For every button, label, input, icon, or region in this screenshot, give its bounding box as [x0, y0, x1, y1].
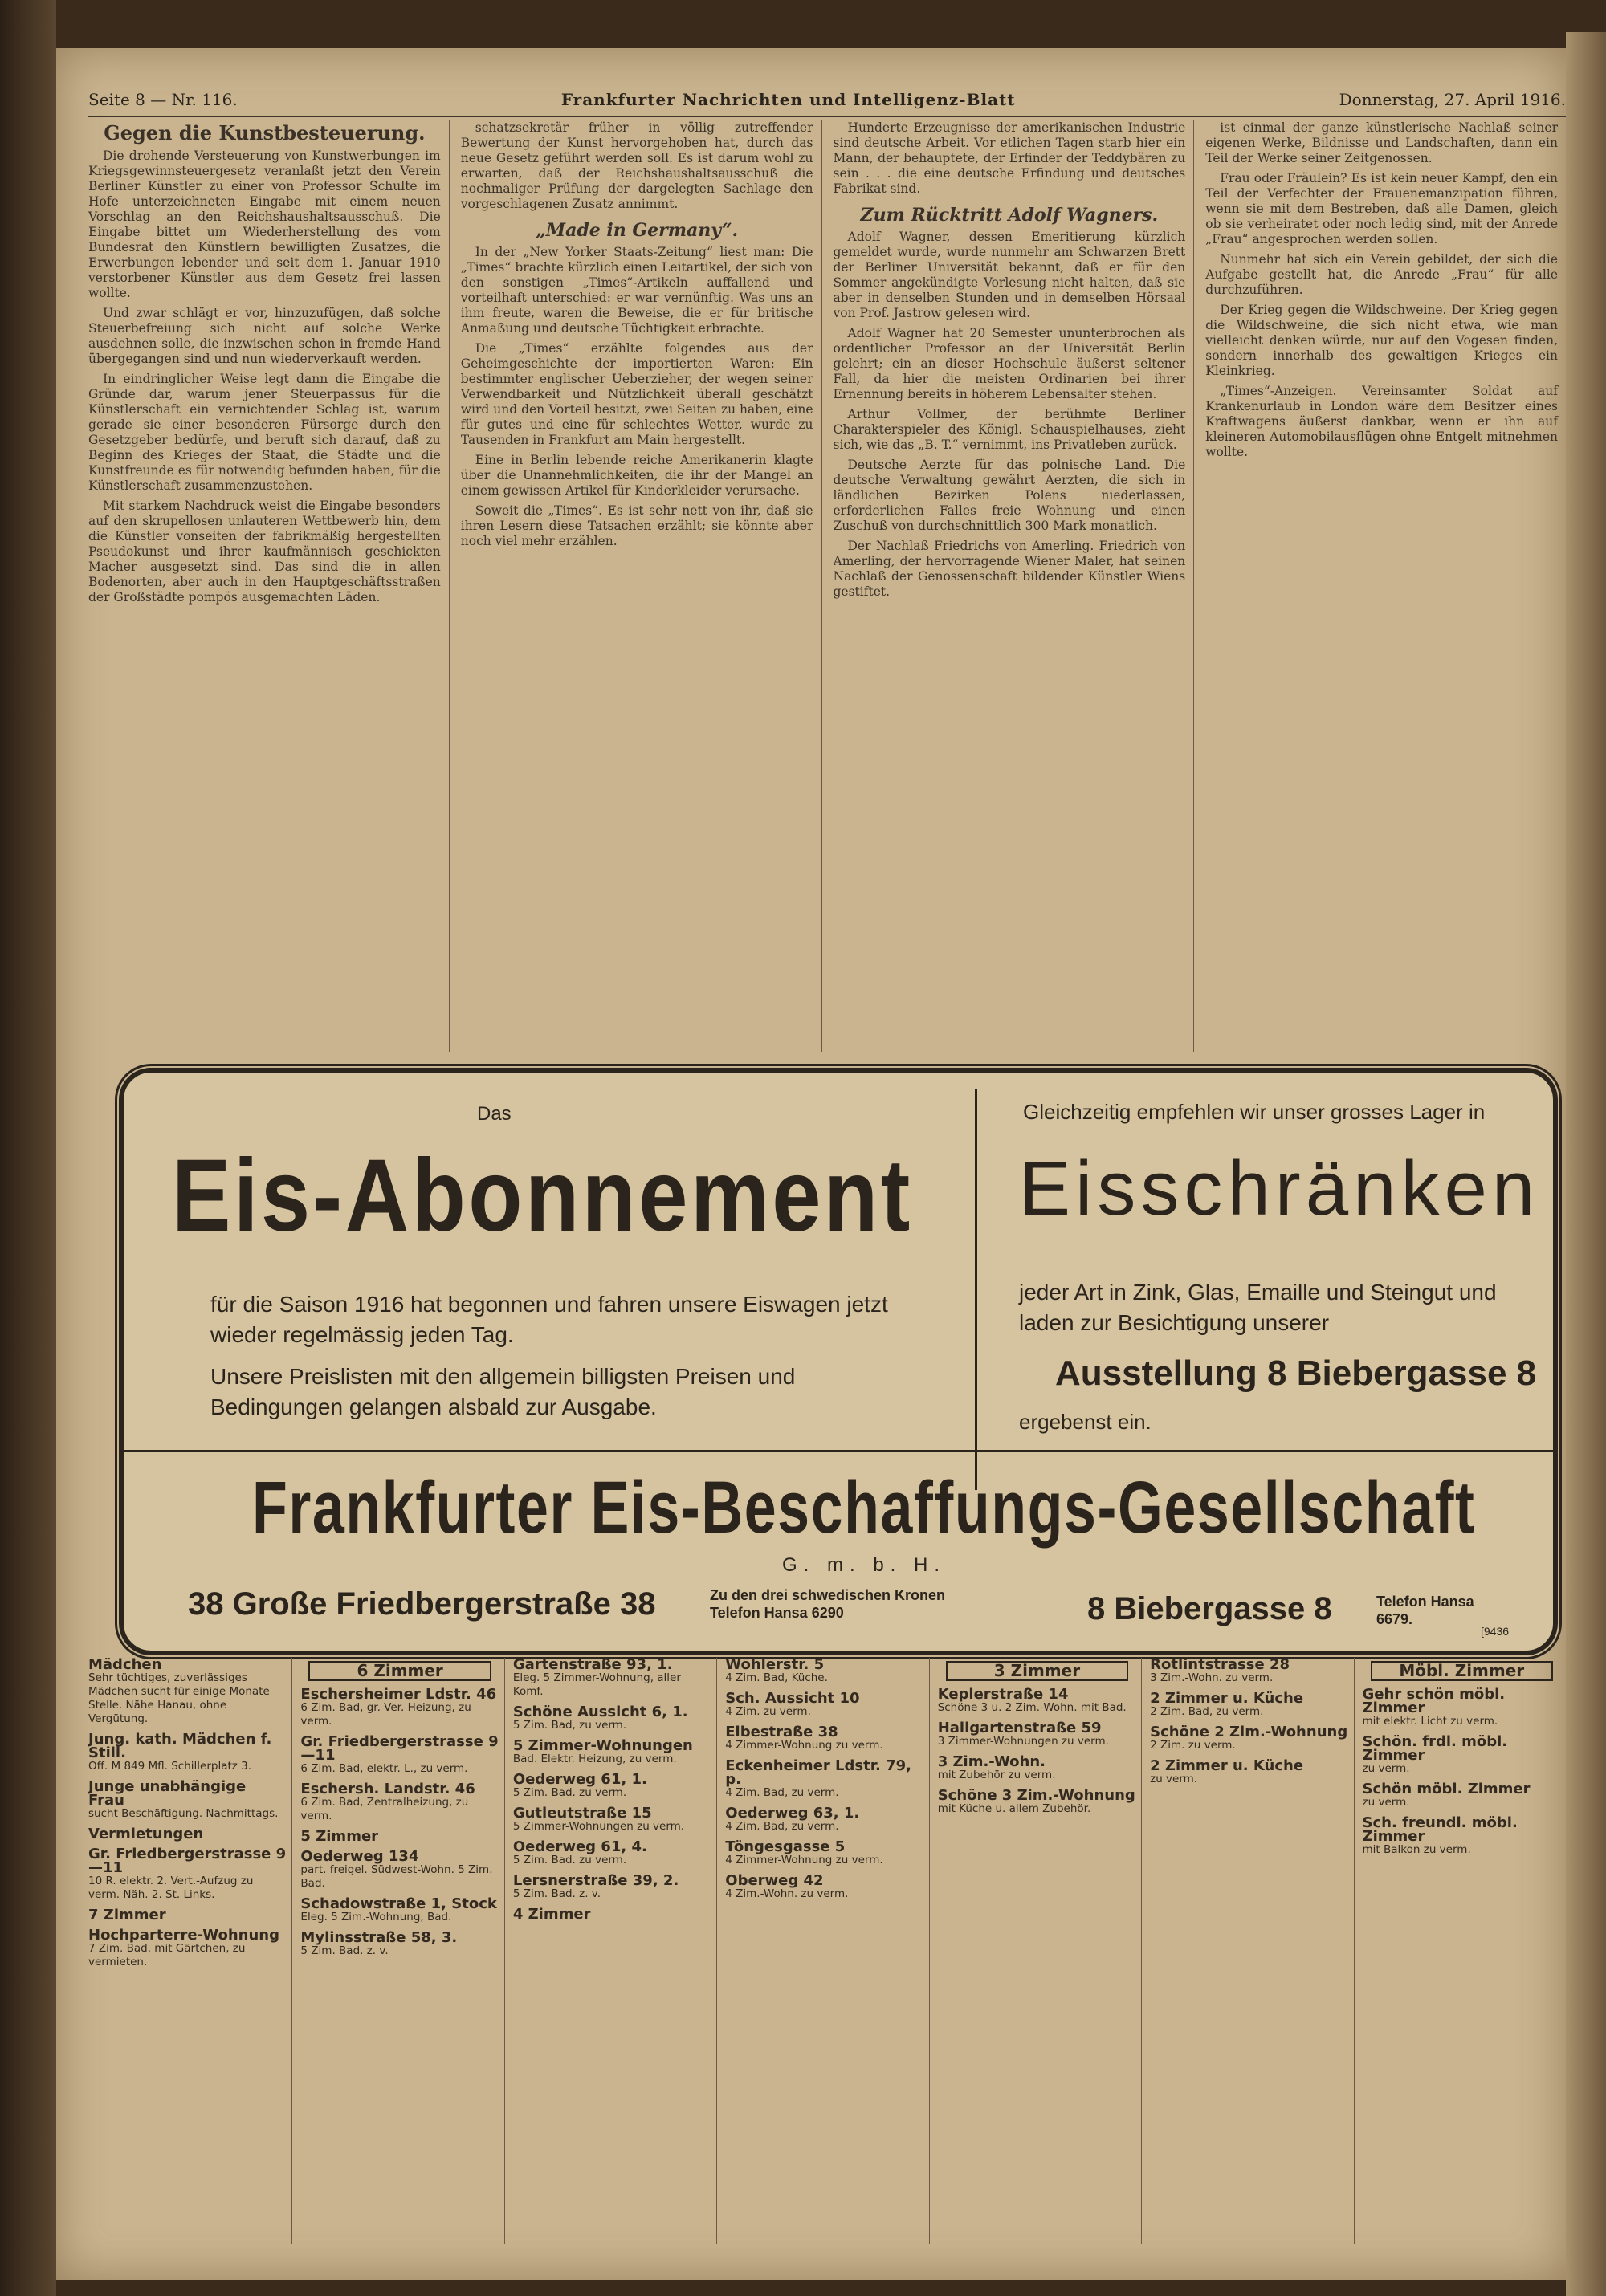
article-paragraph: ist einmal der ganze künstlerische Nachlaß seiner eigenen Werke, Bildnisse und Landschaften, dann ein Teil der Werke seiner Zeitgenossen.	[1205, 120, 1558, 165]
classified-ad-text: 7 Zim. Bad. mit Gärtchen, zu vermieten.	[88, 1942, 246, 1968]
classified-column	[300, 1658, 504, 2244]
classified-ad	[300, 1931, 499, 1958]
classified-ad-title: Oederweg 134	[300, 1848, 419, 1865]
classified-ad-text: 5 Zim. Bad. zu verm.	[512, 1786, 627, 1799]
classified-ad-title: 2 Zimmer u. Küche	[1150, 1690, 1304, 1707]
article-paragraph: Nunmehr hat sich ein Verein gebildet, der sich die Aufgabe gestellt hat, die Anrede „Frau“ für alle durchzuführen.	[1205, 252, 1558, 297]
classified-ad	[300, 1687, 499, 1728]
article-column-3	[834, 120, 1195, 1052]
article-paragraph: Soweit die „Times“. Es ist sehr nett von ihr, daß sie ihren Lesern diese Tatsachen erzählt; sie könnte aber noch viel mehr erzählen.	[460, 503, 813, 548]
classified-ad-text: 5 Zimmer-Wohnungen zu verm.	[512, 1820, 685, 1833]
classified-ad	[513, 1907, 711, 1921]
article-paragraph: Adolf Wagner, dessen Emeritierung kürzlich gemeldet wurde, wurde nunmehr am Schwarzen Brett der Berliner Universität bekannt, daß er für den Sommer angekündigte Vorlesung nicht halten, daß sie aber in denselben Stunden und in demselben Hörsaal von Prof. Jastrow gelesen wird.	[833, 230, 1186, 320]
ad-das: Das	[477, 1103, 512, 1125]
classified-ad-text: mit Zubehör zu verm.	[937, 1769, 1056, 1781]
classified-ad-text: mit elektr. Licht zu verm.	[1362, 1715, 1498, 1728]
ad-headline: Eis-Abonnement	[172, 1138, 913, 1253]
classified-column	[938, 1658, 1142, 2244]
ad-address-2: 8 Biebergasse 8	[1087, 1591, 1332, 1626]
classified-ad-title: Eckenheimer Ldstr. 79, p.	[725, 1757, 912, 1788]
classified-ad-title: Hochparterre-Wohnung	[88, 1927, 279, 1944]
ad-ausstellung: Ausstellung 8 Biebergasse 8	[1055, 1354, 1537, 1393]
classified-column	[725, 1658, 929, 2244]
classified-ad-text: 4 Zimmer-Wohnung zu verm.	[725, 1739, 883, 1752]
article-paragraph: Adolf Wagner hat 20 Semester ununterbrochen als ordentlicher Professor an der Universität Berlin gelehrt; ein an dieser Hochschule äußerst seltener Fall, da hier die meisten Ordinarien bei ihrer Ernennung bereits in höherem Lebensalter stehen.	[833, 326, 1186, 401]
classified-ad	[88, 1827, 287, 1841]
article-paragraph: Arthur Vollmer, der berühmte Berliner Charakterspieler des Königl. Schauspielhauses, zieht sich, wie das „B. T.“ vernimmt, ins Privatleben zurück.	[833, 407, 1186, 452]
classified-ad-title: Eschersh. Landstr. 46	[300, 1781, 475, 1797]
classified-ad-text: 4 Zim.-Wohn. zu verm.	[725, 1887, 849, 1900]
classified-ad-title: Schön. frdl. möbl. Zimmer	[1362, 1733, 1508, 1764]
article-paragraph: Und zwar schlägt er vor, hinzuzufügen, daß solche Steuerbefreiung sich nicht auf solche Werke ausdehnen solle, die inzwischen schon in fremde Hand übergegangen sind und nun wiederverkauft werden.	[88, 306, 441, 366]
classified-ad	[725, 1874, 923, 1901]
classified-ad	[513, 1705, 711, 1732]
classified-ad-title: 5 Zimmer-Wohnungen	[512, 1737, 693, 1754]
classified-ad-text: 4 Zimmer-Wohnung zu verm.	[725, 1854, 883, 1867]
classified-ad-title: Oederweg 61, 4.	[512, 1838, 647, 1855]
classified-ad-title: Schön möbl. Zimmer	[1362, 1781, 1531, 1797]
article-paragraph: Die „Times“ erzählte folgendes aus der Geheimgeschichte der importierten Waren: Ein bestimmter englischer Ueberzieher, der wegen seiner Verwendbarkeit und Nützlichkeit überall geschätzt wird und den Vorteil besitzt, zwei Seiten zu haben, eine für gutes und eine für schlechtes Wetter, wurde zu Tausenden in Frankfurt am Main hergestellt.	[460, 341, 813, 447]
classified-ad	[300, 1735, 499, 1776]
article-paragraph: Frau oder Fräulein? Es ist kein neuer Kampf, den ein Teil der Verfechter der Frauenemanzipation führen, wenn sie mit dem Bestreben, daß alle Damen, gleich ob sie verheiratet oder noch ledig sind, mit der Anrede „Frau“ angesprochen werden sollen.	[1205, 171, 1558, 246]
classified-ad	[88, 1847, 287, 1902]
classified-ad	[938, 1687, 1136, 1715]
classified-ad-text: Eleg. 5 Zim.-Wohnung, Bad.	[300, 1911, 452, 1924]
classified-ad	[1363, 1816, 1561, 1857]
binding-gutter	[0, 0, 56, 2296]
classified-ad	[300, 1897, 499, 1924]
classified-ad-text: 4 Zim. Bad, zu verm.	[725, 1786, 839, 1799]
classified-ad	[300, 1782, 499, 1823]
classified-ad-text: 5 Zim. Bad. zu verm.	[512, 1854, 627, 1867]
classified-ad	[88, 1928, 287, 1969]
classified-ad-text: 2 Zim. zu verm.	[1150, 1739, 1236, 1752]
classified-ad	[88, 1908, 287, 1922]
ad-eisschraenken: Eisschränken	[1019, 1146, 1540, 1231]
article-paragraph: Deutsche Aerzte für das polnische Land. Die deutsche Verwaltung gewährt Aerzten, die sich in ländlichen Bezirken Polens niederlassen, erforderlichen Falles freie Wohnung und einen Zuschuß von durchschnittlich 300 Mark monatlich.	[833, 458, 1186, 533]
classified-ad	[725, 1725, 923, 1753]
page-edge	[1566, 32, 1606, 2296]
classified-ad	[1150, 1658, 1348, 1685]
classified-ad-title: Gr. Friedbergerstrasse 9—11	[88, 1846, 287, 1876]
classified-ad-text: 10 R. elektr. 2. Vert.-Aufzug zu verm. Näh. 2. St. Links.	[88, 1875, 254, 1901]
classified-column	[1363, 1658, 1566, 2244]
classified-ad-title: Gartenstraße 93, 1.	[512, 1658, 673, 1673]
ad-address-1-detail: Zu den drei schwedischen Kronen Telefon Hansa 6290	[710, 1587, 946, 1621]
classified-ad-text: 2 Zim. Bad, zu verm.	[1150, 1705, 1264, 1718]
classifieds-section	[88, 1658, 1566, 2244]
ad-gmbh: G. m. b. H.	[782, 1554, 947, 1576]
classified-ad	[300, 1830, 499, 1843]
classified-ad	[513, 1658, 711, 1699]
classified-ad-title: 4 Zimmer	[512, 1906, 591, 1923]
classified-ad-title: Oederweg 61, 1.	[512, 1771, 647, 1788]
classified-ad-title: Mylinsstraße 58, 3.	[300, 1929, 458, 1946]
ad-code: [9436	[1481, 1625, 1510, 1638]
classified-ad	[1363, 1782, 1561, 1810]
classified-ad-title: Schöne Aussicht 6, 1.	[512, 1704, 688, 1720]
ad-divider	[975, 1089, 977, 1490]
classified-ad-text: 5 Zim. Bad, zu verm.	[512, 1719, 627, 1732]
article-paragraph: Mit starkem Nachdruck weist die Eingabe besonders auf den skrupellosen unlauteren Wettbewerb hin, dem die Künstler vonseiten der fabrikmäßig hergestellten Pseudokunst und ihrer kaufmännisch geschickten Macher ausgesetzt sind. Das sind die in allen Bodenorten, aber auch in den Hauptgeschäftsstraßen der Großstädte pompös ausgemachten Läden.	[88, 499, 441, 605]
newspaper-title: Frankfurter Nachrichten und Intelligenz-Blatt	[560, 90, 1016, 109]
classified-ad	[725, 1840, 923, 1867]
classified-ad-text: sucht Beschäftigung. Nachmittags.	[88, 1807, 279, 1820]
classified-ad-text: zu verm.	[1362, 1762, 1410, 1775]
article-paragraph: Der Krieg gegen die Wildschweine. Der Krieg gegen die Wildschweine, die sich nicht etwa, wie man vielleicht denken würde, nur auf den Vogesen finden, sondern innerhalb des gewaltigen Krieges ein Kleinkrieg.	[1205, 303, 1558, 378]
classified-ad-text: Schöne 3 u. 2 Zim.-Wohn. mit Bad.	[937, 1701, 1127, 1714]
classified-ad	[513, 1806, 711, 1834]
classified-ad	[1363, 1687, 1561, 1728]
classified-ad-text: 3 Zimmer-Wohnungen zu verm.	[937, 1735, 1109, 1748]
ad-divider	[124, 1450, 1553, 1452]
article-paragraph: schatzsekretär früher in völlig zutreffender Bewertung der Kunst hervorgehoben hat, durch das neue Gesetz geführt werden soll. Es ist darum wohl zu erwarten, daß der Reichshaushaltsausschuß die nochmaliger Prüfung der dargelegten Sachlage den vorgeschlagenen Zusatz annimmt.	[460, 120, 813, 211]
classified-ad-text: 6 Zim. Bad, Zentralheizung, zu verm.	[300, 1796, 469, 1822]
classified-ad-text: Off. M 849 Mfl. Schillerplatz 3.	[88, 1760, 252, 1773]
classified-ad	[938, 1721, 1136, 1748]
ice-advertisement	[119, 1068, 1558, 1655]
classified-ad	[513, 1773, 711, 1800]
classified-ad-text: Sehr tüchtiges, zuverlässiges Mädchen sucht für einige Monate Stelle. Nähe Hanau, ohne Vergütung.	[88, 1671, 270, 1725]
classified-ad-title: Sch. freundl. möbl. Zimmer	[1362, 1814, 1518, 1845]
classified-heading: Möbl. Zimmer	[1371, 1661, 1553, 1681]
classified-ad-title: Gr. Friedbergerstrasse 9—11	[300, 1733, 499, 1764]
classified-ad-title: Schöne 3 Zim.-Wohnung	[937, 1787, 1135, 1804]
classified-ad	[513, 1840, 711, 1867]
article-column-1	[88, 120, 450, 1052]
classified-ad	[1150, 1759, 1348, 1786]
article-paragraph: Eine in Berlin lebende reiche Amerikanerin klagte über die Unannehmlichkeiten, die ihr der Mangel an einem gewissen Artikel für Kinderkleider verursache.	[460, 453, 813, 498]
classified-ad-title: Töngesgasse 5	[725, 1838, 846, 1855]
classified-ad	[88, 1732, 287, 1773]
ad-address-1: 38 Große Friedbergerstraße 38	[188, 1586, 656, 1622]
classified-ad-title: Schadowstraße 1, Stock	[300, 1895, 497, 1912]
classified-ad	[88, 1658, 287, 1726]
article-paragraph: In eindringlicher Weise legt dann die Eingabe die Gründe dar, warum jener Steuerpassus für die Künstlerschaft ein vernichtender Schlag ist, warum gerade sie einer besonderen Fürsorge durch den Gesetzgeber bedürfe, und beruft sich darauf, daß zu Beginn des Krieges der Staat, die Städte und die Kunstfreunde es für notwendig befunden haben, für die Künstlerschaft zusammenzustehen.	[88, 372, 441, 493]
classified-ad	[725, 1691, 923, 1719]
classified-ad-text: Eleg. 5 Zimmer-Wohnung, aller Komf.	[512, 1671, 681, 1698]
article-title: Gegen die Kunstbesteuerung.	[104, 121, 426, 145]
classified-ad	[725, 1658, 923, 1685]
classified-ad	[1150, 1725, 1348, 1753]
classified-ad-title: Lersnerstraße 39, 2.	[512, 1872, 679, 1889]
ad-ergebenst: ergebenst ein.	[1019, 1410, 1152, 1434]
article-paragraph: Hunderte Erzeugnisse der amerikanischen Industrie sind deutsche Arbeit. Vor etlichen Tagen starb hier ein Mann, der behauptete, der Erfinder der Teddybären zu sein . . . die eine deutsche Erfindung und deutsches Fabrikat sind.	[833, 120, 1186, 196]
classified-ad-title: Mädchen	[88, 1658, 162, 1673]
classified-column	[1150, 1658, 1354, 2244]
classified-ad-text: 4 Zim. Bad, zu verm.	[725, 1820, 839, 1833]
classified-ad-title: Schöne 2 Zim.-Wohnung	[1150, 1724, 1348, 1740]
classified-ad	[725, 1806, 923, 1834]
article-title: Zum Rücktritt Adolf Wagners.	[860, 205, 1159, 226]
ad-jeder-art: jeder Art in Zink, Glas, Emaille und Steingut und laden zur Besichtigung unserer	[1019, 1280, 1497, 1335]
classified-ad-title: Eschersheimer Ldstr. 46	[300, 1686, 497, 1703]
ad-address-2-detail: Telefon Hansa 6679.	[1376, 1594, 1474, 1627]
article-paragraph: Der Nachlaß Friedrichs von Amerling. Friedrich von Amerling, der hervorragende Wiener Maler, hat seinen Nachlaß der Genossenschaft bildender Künstler Wiens gestiftet.	[833, 539, 1186, 599]
article-column-4	[1205, 120, 1566, 1052]
ad-gleichzeitig: Gleichzeitig empfehlen wir unser grosses Lager in	[1023, 1100, 1486, 1124]
ad-preis-text: Unsere Preislisten mit den allgemein billigsten Preisen und Bedingungen gelangen alsbald zur Ausgabe.	[210, 1364, 796, 1419]
classified-ad	[725, 1759, 923, 1800]
classified-ad-title: Hallgartenstraße 59	[937, 1720, 1102, 1736]
classified-ad	[300, 1850, 499, 1891]
article-column-2	[461, 120, 822, 1052]
classified-ad-title: Gutleutstraße 15	[512, 1805, 652, 1822]
classified-ad-title: 5 Zimmer	[300, 1828, 379, 1845]
classified-ad-title: Oederweg 63, 1.	[725, 1805, 860, 1822]
page-header	[88, 83, 1566, 117]
classified-ad-title: Jung. kath. Mädchen f. Still.	[88, 1731, 272, 1761]
classified-column	[88, 1658, 292, 2244]
article-paragraph: „Times“-Anzeigen. Vereinsamter Soldat auf Krankenurlaub in London wäre dem Besitzer eines Kraftwagens äußerst dankbar, wenn er ihn auf kleineren Automobilausflügen ohne Entgelt mitnehmen wollte.	[1205, 384, 1558, 459]
article-paragraph: In der „New Yorker Staats-Zeitung“ liest man: Die „Times“ brachte kürzlich einen Leitartikel, der sich von den sonstigen „Times“-Artikeln auffallend und vorteilhaft unterschied: er war vernünftig. Was uns an ihm freute, waren die Beweise, die er für britische Anmaßung und deutsche Tüchtigkeit erbrachte.	[460, 245, 813, 336]
ad-company-name: Frankfurter Eis-Beschaffungs-Gesellschaft	[252, 1467, 1476, 1549]
classified-ad	[513, 1739, 711, 1766]
article-columns	[88, 120, 1566, 1052]
classified-ad-text: 4 Zim. Bad, Küche.	[725, 1671, 828, 1684]
classified-ad-title: Junge unabhängige Frau	[88, 1778, 247, 1809]
classified-ad	[938, 1755, 1136, 1782]
classified-ad-text: Bad. Elektr. Heizung, zu verm.	[512, 1753, 677, 1765]
classified-column	[513, 1658, 717, 2244]
classified-ad	[513, 1874, 711, 1901]
classified-ad-title: Oberweg 42	[725, 1872, 824, 1889]
article-title: „Made in Germany“.	[536, 220, 739, 241]
classified-ad-text: 4 Zim. zu verm.	[725, 1705, 811, 1718]
classified-ad-title: Gehr schön möbl. Zimmer	[1362, 1686, 1506, 1716]
classified-ad-title: 2 Zimmer u. Küche	[1150, 1757, 1304, 1774]
classified-ad-text: zu verm.	[1150, 1773, 1198, 1785]
classified-ad-text: part. freigel. Südwest-Wohn. 5 Zim. Bad.	[300, 1863, 493, 1890]
classified-ad-text: 3 Zim.-Wohn. zu verm.	[1150, 1671, 1274, 1684]
classified-ad	[938, 1789, 1136, 1816]
header-date: Donnerstag, 27. April 1916.	[1339, 90, 1566, 109]
classified-ad-title: Vermietungen	[88, 1826, 204, 1842]
classified-ad	[88, 1780, 287, 1821]
classified-heading: 3 Zimmer	[946, 1661, 1128, 1681]
classified-ad-text: mit Balkon zu verm.	[1362, 1843, 1471, 1856]
classified-ad-title: Sch. Aussicht 10	[725, 1690, 860, 1707]
classified-ad-title: 3 Zim.-Wohn.	[937, 1753, 1046, 1770]
classified-ad-text: zu verm.	[1362, 1796, 1410, 1809]
classified-ad-text: 6 Zim. Bad, elektr. L., zu verm.	[300, 1762, 468, 1775]
classified-ad-title: Wöhlerstr. 5	[725, 1658, 825, 1673]
classified-ad	[1150, 1691, 1348, 1719]
classified-heading: 6 Zimmer	[308, 1661, 491, 1681]
classified-ad-text: 6 Zim. Bad, gr. Ver. Heizung, zu verm.	[300, 1701, 471, 1728]
classified-ad-text: mit Küche u. allem Zubehör.	[937, 1802, 1091, 1815]
article-paragraph: Die drohende Versteuerung von Kunstwerbungen im Kriegsgewinnsteuergesetz veranlaßt jetzt den Verein Berliner Künstler zu einer von Professor Schulte im Hofe unterzeichneten Eingabe mit einem neuen Vorschlag an den Reichshaushaltsausschuß. Die Eingabe bittet um Wiederherstellung des vom Bundesrat den Künstlern bewilligten Zusatzes, die Erwerbungen lebender und seit dem 1. Januar 1910 verstorbener Künstler aus dem Gesetz frei lassen wollte.	[88, 149, 441, 300]
classified-ad-text: 5 Zim. Bad. z. v.	[300, 1944, 389, 1957]
classified-ad	[1363, 1735, 1561, 1776]
classified-ad-title: 7 Zimmer	[88, 1907, 166, 1924]
ad-saison-text: für die Saison 1916 hat begonnen und fahren unsere Eiswagen jetzt wieder regelmässig jeden Tag.	[210, 1292, 888, 1347]
classified-ad-title: Keplerstraße 14	[937, 1686, 1069, 1703]
header-page-number: Seite 8 — Nr. 116.	[88, 90, 238, 109]
classified-ad-title: Elbestraße 38	[725, 1724, 838, 1740]
classified-ad-title: Rotlintstrasse 28	[1150, 1658, 1290, 1673]
classified-ad-text: 5 Zim. Bad. z. v.	[512, 1887, 601, 1900]
